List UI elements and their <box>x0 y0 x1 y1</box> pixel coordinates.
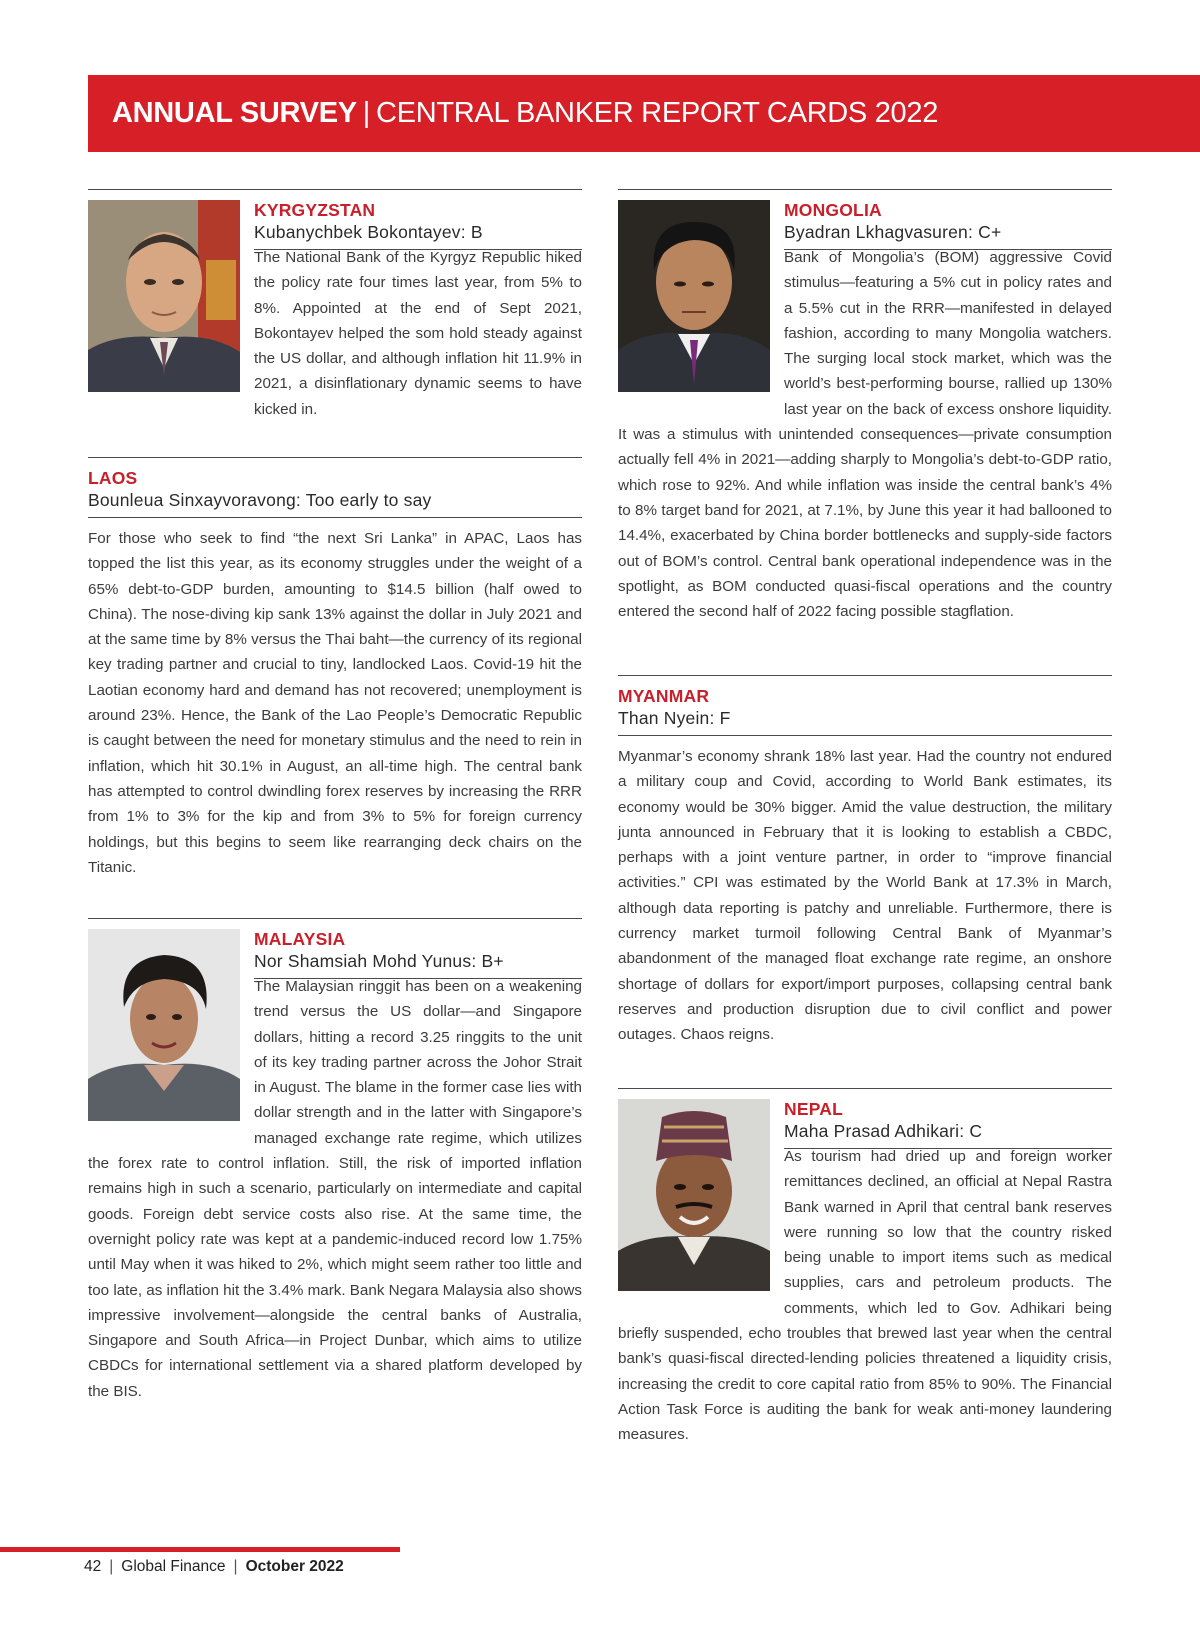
article-body: For those who seek to find “the next Sri Lanka” in APAC, Laos has topped the list this year, as its economy struggles under the weight of a 65% debt-to-GDP burden, amounting to $14.5 billion (half owed to China). The nose-diving kip sank 13% against the dollar in July 2021 and at the same time by 8% versus the Thai baht—the currency of its regional key trading partner and crucial to tiny, landlocked Laos. Covid-19 hit the Laotian economy hard and demand has not recovered; unemployment is around 23%. Hence, the Bank of the Lao People’s Democratic Republic is caught between the need for monetary stimulus and the need to rein in inflation, which hit 30.1% in August, an all-time high. The central bank has attempted to control dwindling forex reserves by increasing the RRR from 1% to 3% for the kip and from 3% to 5% for foreign currency holdings, but this begins to seem like rearranging deck chairs on the Titanic. <box>88 530 582 876</box>
footer-separator: | <box>109 1558 114 1575</box>
header-myanmar <box>618 676 1112 736</box>
header-laos <box>88 458 582 518</box>
banker-grade: Bounleua Sinxayvoravong: Too early to say <box>88 489 582 518</box>
article-nepal <box>618 1088 1112 1448</box>
country-name: MONGOLIA <box>784 200 882 220</box>
country-name: MYANMAR <box>618 686 710 706</box>
banker-grade: Byadran Lkhagvasuren: C+ <box>784 221 1112 250</box>
portrait-mongolia <box>618 200 770 392</box>
issue-date: October 2022 <box>245 1558 344 1575</box>
article-kyrgyzstan <box>88 189 582 422</box>
country-name: NEPAL <box>784 1099 844 1119</box>
page-footer <box>84 1558 344 1576</box>
article-body: The National Bank of the Kyrgyz Republic hiked the policy rate four times last year, from 5% to 8%. Appointed at the end of Sept 2021, Bokontayev helped the som hold steady against the US dollar, and although inflation hit 11.9% in 2021, a disinflationary dynamic seems to have kicked in. <box>254 249 582 418</box>
publication-name: Global Finance <box>121 1558 226 1575</box>
portrait-nepal <box>618 1099 770 1291</box>
portrait-kyrgyzstan <box>88 200 240 392</box>
article-body: Myanmar’s economy shrank 18% last year. Had the country not endured a military coup and Covid, according to World Bank estimates, its economy would be 30% bigger. Amid the value destruction, the military junta announced in February that it is looking to establish a CBDC, perhaps with a joint venture partner, in order to “improve financial activities.” CPI was estimated by the World Bank at 17.3% in March, although data reporting is patchy and unreliable. Furthermore, there is currency market turmoil following Central Bank of Myanmar’s abandonment of the managed float exchange rate regime, an onshore shortage of dollars for export/import purposes, collapsing central bank reserves and production disruption due to civil conflict and power outages. Chaos reigns. <box>618 748 1112 1044</box>
banker-grade: Nor Shamsiah Mohd Yunus: B+ <box>254 950 582 979</box>
header-malaysia <box>254 928 582 979</box>
banker-grade: Kubanychbek Bokontayev: B <box>254 221 582 250</box>
header-nepal <box>784 1098 1112 1149</box>
banker-grade: Maha Prasad Adhikari: C <box>784 1120 1112 1149</box>
header-mongolia <box>784 199 1112 250</box>
article-laos <box>88 457 582 880</box>
banker-grade: Than Nyein: F <box>618 707 1112 736</box>
country-name: MALAYSIA <box>254 929 346 949</box>
article-malaysia <box>88 918 582 1404</box>
footer-separator: | <box>233 1558 238 1575</box>
banner-section: ANNUAL SURVEY <box>112 97 357 129</box>
portrait-malaysia <box>88 929 240 1121</box>
article-body: Bank of Mongolia’s (BOM) aggressive Covid stimulus—featuring a 5% cut in policy rates and a 5.5% cut in the RRR—manifested in delayed fashion, according to many Mongolia watchers. The surging local stock market, which was the world’s best-performing bourse, rallied up 130% last year on the back of excess onshore liquidity. It was a stimulus with unintended consequences—private consumption actually fell 4% in 2021—adding sharply to Mongolia’s debt-to-GDP ratio, which rose to 92%. And while inflation was inside the central bank’s 4% to 8% target band for 2021, at 7.1%, by June this year it had ballooned to 14.4%, exacerbated by China border bottlenecks and supply-side factors out of BOM’s control. Central bank operational independence was in the spotlight, as BOM conducted quasi-fiscal operations and the country entered the second half of 2022 facing possible stagflation. <box>618 249 1112 621</box>
article-body: As tourism had dried up and foreign worker remittances declined, an official at Nepal Rastra Bank warned in April that central bank reserves were running so low that the country risked being unable to import items such as medical supplies, cars and petroleum products. The comments, which led to Gov. Adhikari being briefly suspended, echo troubles that brewed last year when the central bank’s quasi-fiscal directed-lending policies threatened a liquidity crisis, increasing the credit to core capital ratio from 85% to 90%. The Financial Action Task Force is auditing the bank for weak anti-money laundering measures. <box>618 1148 1112 1444</box>
country-name: LAOS <box>88 468 138 488</box>
header-kyrgyzstan <box>254 199 582 250</box>
article-body: The Malaysian ringgit has been on a weakening trend versus the US dollar—and Singapore dollars, hitting a record 3.25 ringgits to the unit of its key trading partner across the Johor Strait in August. The blame in the former case lies with dollar strength and in the latter with Singapore’s managed exchange rate regime, which utilizes the forex rate to control inflation. Still, the risk of imported inflation remains high in such a scenario, particularly on intermediate and capital goods. Foreign debt service costs also rise. At the same time, the overnight policy rate was kept at a pandemic-induced record low 1.75% until May when it was hiked to 2%, which might seem rather too little and too late, as inflation hit the 3.4% mark. Bank Negara Malaysia also shows impressive involvement—alongside the central banks of Australia, Singapore and South Africa—in Project Dunbar, which aims to utilize CBDCs for international settlement via a shared platform developed by the BIS. <box>88 978 582 1400</box>
banner-title: CENTRAL BANKER REPORT CARDS 2022 <box>376 97 939 129</box>
section-banner <box>88 75 1200 152</box>
banner-separator: | <box>362 97 371 129</box>
article-myanmar <box>618 675 1112 1048</box>
country-name: KYRGYZSTAN <box>254 200 376 220</box>
article-mongolia <box>618 189 1112 624</box>
footer-accent-bar <box>0 1547 400 1552</box>
page-number: 42 <box>84 1558 102 1575</box>
